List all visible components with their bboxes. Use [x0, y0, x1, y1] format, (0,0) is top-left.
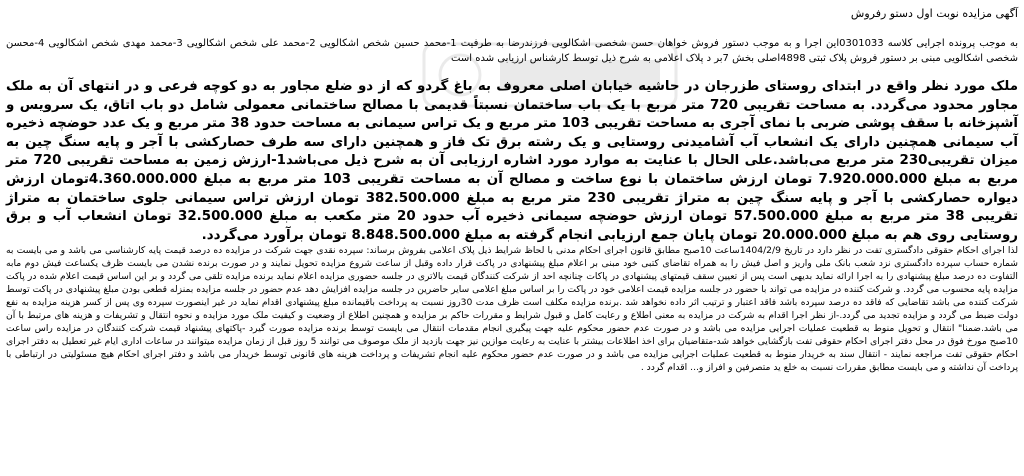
notice-intro: به موجب پرونده اجرایی کلاسه 0301033این اجرا و به موجب دستور فروش خواهان حسن شخصی اشکالویی فرزندرضا به طرفیت 1-محمد حسین شخص اشکالویی 2-محمد علی شخص اشکالویی 3-محمد مهدی شخص اشکالویی 4-محسن شخصی اشکالویی مبنی بر دستور فروش پلاک ثبتی 4898اصلی بخش 7بر د پلاک اعلامی به شرح ذیل توسط کارشناس ارزیابی شده است: [6, 38, 1019, 64]
property-description: ملک مورد نظر واقع در ابتدای روستای طزرجان در حاشیه خیابان اصلی معروف به باغ گردو که از دو ضلع مجاور به دو کوچه فرعی و در انتهای آن به ملک مجاور محدود می‌گردد. به مساحت تقریبی 720 متر مربع با یک باب ساختمان نسبتاً قدیمی با مصالح ساختمانی معمولی شامل دو باب اتاق، یک سرویس و آشپزخانه با سقف پوشی ضربی با نمای آجری به مساحت تقریبی 103 متر مربع و یک تراس سیمانی به مساحت حدود 38 متر مربع و یک عدد حوضچه ذخیره آب سیمانی همچنین دارای یک انشعاب آب آشامیدنی روستایی و یک رشته برق تک فاز و همچنین دارای سه طرف حصارکشی با آجر و پایه سنگ چین به میزان تقریبی230 متر مربع می‌باشد.علی الحال با عنایت به موارد مورد اشاره ارزیابی آن به شرح ذیل می‌باشد1-ارزش زمین به مساحت تقریبی 720 متر مربع به مبلغ 7.920.000.000 تومان ارزش ساختمان با نوع ساخت و مصالح آن به مساحت تقریبی 103 متر مربع به مبلغ 4.360.000.000تومان ارزش دیواره حصارکشی با آجر و پایه سنگ چین به متراژ تقریبی 230 متر مربع به مبلغ 382.500.000 تومان ارزش تراس سیمانی جلوی ساختمان به متراژ تقریبی 38 متر مربع به مبلغ 57.500.000 تومان ارزش حوضچه سیمانی ذخیره آب حدود 20 متر مکعب به مبلغ 32.500.000 تومان انشعاب آب و برق روستایی روی هم به مبلغ 20.000.000 تومان پایان جمع ارزیابی انجام گرفته به مبلغ 8.848.500.000 تومان برآورد می‌گردد.: [6, 79, 1019, 243]
auction-terms: لذا اجرای احکام حقوقی دادگستری تفت در نظر دارد در تاریخ 1404/2/9ساعت 10صبح مطابق قانون اجرای احکام مدنی با لحاظ شرایط ذیل پلاک اعلامی بفروش برساند: سپرده نقدی جهت شرکت در مزایده ده درصد قیمت پایه کارشناسی می باشد و می بایست به شماره حساب سپرده دادگستری نزد شعب بانک ملی واریز و اصل فیش را به همراه تقاضای کتبی خود مبنی بر اعلام مبلغ پیشنهادی در پاکت قرار داده وقبل از ساعت شروع مزایده تحویل نمایند و در صورت برنده نشدن می بایست ظرف یکساعت فیش دوم مابه التفاوت ده درصد مبلغ پیشنهادی را به اجرا ارائه نماید بدیهی است پس از تعیین سقف قیمتهای پیشنهادی در پاکات چنانچه احد از شرکت کنندگان قیمت بالاتری در جلسه حضوری مزایده اعلام نماید برنده مزایده تلقی می گردد و بر این اساس قیمت اعلام شده در پاکت مزایده پایه محسوب می گردد. و شرکت کننده در مزایده می تواند با حضور در جلسه مزایده قیمت اعلامی خود در پاکت را بر اساس مبلغ اعلامی سایر حاضرین در جلسه مزایده افزایش دهد عدم حضور در جلسه مزایده بمنزله قطعی بودن مبلغ پیشنهادی در پاکت توسط شرکت کننده می باشد تقاضایی که فاقد ده درصد سپرده باشد فاقد اعتبار و ترتیب اثر داده نخواهد شد .برنده مزایده مکلف است ظرف مدت 30روز نسبت به پرداخت باقیمانده مبلغ پیشنهادی اقدام نماید در غیر اینصورت سپرده وی پس از کسر هزینه مزایده به نفع دولت ضبط می گردد و مزایده تجدید می گردد.-از نظر اجرا اقدام به شرکت در مزایده به معنی اطلاع و رعایت کامل و قبول شرایط و مقررات حاکم بر مزایده و همچنین اطلاع از وضعیت و کیفیت ملک مورد مزایده و نحوه انتقال و تشریفات و هزینه های مرتبط با آن می باشد.ضمنا" انتقال و تحویل منوط به قطعیت عملیات اجرایی مزایده می باشد و در صورت عدم حضور محکوم علیه جهت پیگیری انجام مقدمات انتقال می بایست توسط برنده مزایده صورت گیرد -پاکتهای پیشنهاد قیمت شرکت کنندگان در مزایده راس ساعت 10صبح مورخ فوق در محل دفتر اجرای احکام حقوقی تفت بازگشایی خواهد شد-متقاضیان برای اخذ اطلاعات بیشتر با عنایت به رعایت موازین نیز جهت بازدید از ملک موصوف می توانند 5 روز قبل از زمان مزایده میتوانند در ساعات اداری ایام غیر تعطیل به دفتر اجرای احکام حقوقی تفت مراجعه نمایند - انتقال سند به خریدار منوط به قطعیت عملیات اجرایی مزایده می باشد و در صورت عدم حضور محکوم علیه انجام تشریفات و پرداخت هزینه های قانونی توسط خریدار می باشد و دفتر اجرای احکام هیچ مسئولیتی در ارتباطی با پرداخت آن نداشته و می بایست مطابق مقررات نسبت به خلع ید متصرفین و افراز و... اقدام گردد .: [6, 245, 1019, 373]
notice-title: آگهی مزایده نوبت اول دستو رفروش: [850, 7, 1018, 20]
